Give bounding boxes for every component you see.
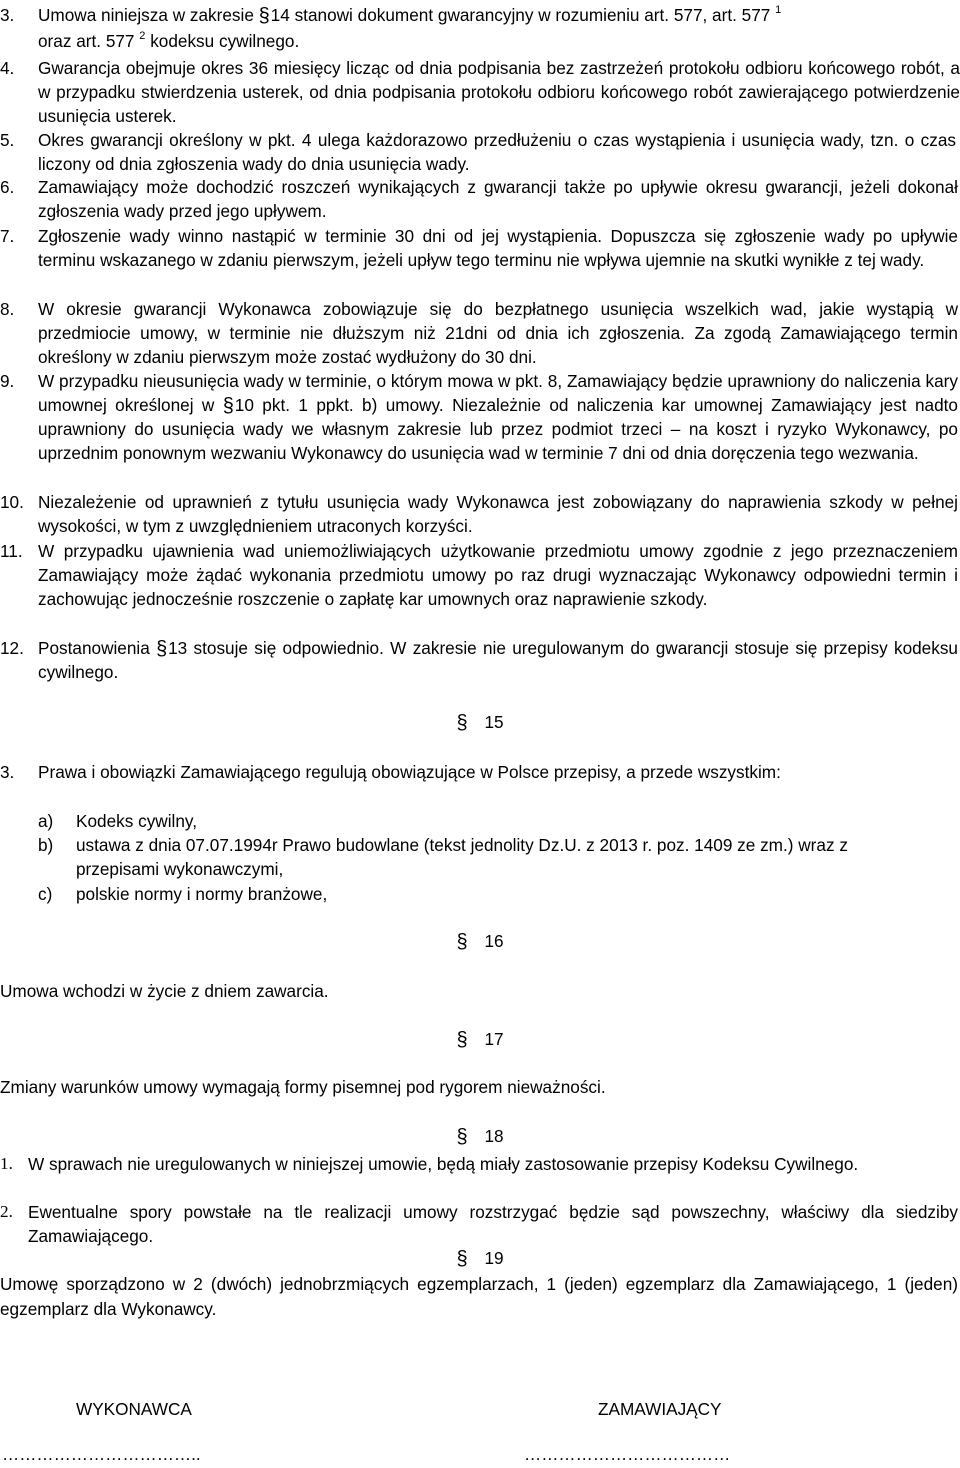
item-text: W przypadku ujawnienia wad uniemożliwiających użytkowanie przedmiotu umowy zgodnie z jego przeznaczeniem Zamawiający może żądać wykonania przedmiotu umowy po raz drugi wyznaczając Wykonawcy odpowiedni termin i zachowując jednocześnie roszczenie o zapłatę kar umownych oraz naprawienie szkody. xyxy=(38,541,958,609)
item-number: 9. xyxy=(0,371,15,391)
subitem-text: polskie normy i normy branżowe, xyxy=(76,884,328,904)
item-number: 5. xyxy=(0,130,15,150)
signature-label-employer: ZAMAWIAJĄCY xyxy=(598,1399,722,1419)
item-number: 1. xyxy=(0,1154,13,1173)
paragraph-sign-icon xyxy=(456,933,466,953)
paragraph-sign-icon xyxy=(456,714,466,734)
item-text: W przypadku nieusunięcia wady w terminie, o którym mowa w pkt. 8, Zamawiający będzie uprawniony do naliczenia kary umownej określonej w § 10 pkt. 1 ppkt. b) umowy. Niezależnie od naliczenia kar umownej Zamawiający jest nadto uprawniony do usunięcia wady we własnym zakresie lub przez podmiot trzeci – na koszt i ryzyko Wykonawcy, po uprzednim ponownym wezwaniu Wykonawcy do usunięcia wad w terminie 7 dni od dnia doręczenia tego wezwania. xyxy=(38,369,958,465)
signature-line-employer: ……………………………… xyxy=(524,1444,731,1464)
paragraph-sign-icon xyxy=(456,1128,466,1148)
subitem-text: ustawa z dnia 07.07.1994r Prawo budowlane (tekst jednolity Dz.U. z 2013 r. poz. 1409 ze zm.) wraz z przepisami wykonawczymi, xyxy=(76,835,848,879)
section-heading-16: §16 xyxy=(440,929,520,953)
superscript: 2 xyxy=(139,30,146,42)
item-number: 7. xyxy=(0,226,15,246)
item-number: 2. xyxy=(0,1202,13,1221)
paragraph-sign-icon xyxy=(456,1250,466,1270)
subitem-letter: c) xyxy=(38,884,53,904)
signature-label-contractor: WYKONAWCA xyxy=(76,1399,192,1419)
item-number: 3. xyxy=(0,5,15,25)
item-text: Postanowienia § 13 stosuje się odpowiednio. W zakresie nie uregulowanym do gwarancji stosuje się przepisy kodeksu cywilnego. xyxy=(38,636,958,684)
section-19-text: Umowę sporządzono w 2 (dwóch) jednobrzmiących egzemplarzach, 1 (jeden) egzemplarz dla Zamawiającego, 1 (jeden) egzemplarz dla Wykonawcy. xyxy=(0,1274,958,1319)
paragraph-sign-icon xyxy=(259,7,269,27)
section-17-text: Zmiany warunków umowy wymagają formy pisemnej pod rygorem nieważności. xyxy=(0,1077,606,1097)
subitem-letter: b) xyxy=(38,835,54,855)
item-text: Okres gwarancji określony w pkt. 4 ulega każdorazowo przedłużeniu o czas wystąpienia i usunięcia wady, tzn. o czas liczony od dnia zgłoszenia wady do dnia usunięcia wady. xyxy=(38,130,956,174)
section-heading-19: §19 xyxy=(440,1246,520,1270)
item-text: W sprawach nie uregulowanych w niniejszej umowie, będą miały zastosowanie przepisy Kodeksu Cywilnego. xyxy=(28,1154,859,1174)
paragraph-sign-icon xyxy=(456,1031,466,1051)
superscript: 1 xyxy=(775,4,782,16)
signature-line-contractor: …………………………….. xyxy=(2,1444,201,1464)
item-text: Niezależenie od uprawnień z tytułu usunięcia wady Wykonawca jest zobowiązany do naprawienia szkody w pełnej wysokości, w tym z uwzględnieniem utraconych korzyści. xyxy=(38,492,958,536)
paragraph-sign-icon xyxy=(223,397,233,417)
item-text: Prawa i obowiązki Zamawiającego regulują obowiązujące w Polsce przepisy, a przede wszystkim: xyxy=(38,762,781,782)
item-text: Zgłoszenie wady winno nastąpić w terminie 30 dni od jej wystąpienia. Dopuszcza się zgłoszenie wady po upływie terminu wskazanego w zdaniu pierwszym, jeżeli upływ tego terminu nie wpływa ujemnie na skutki wynikłe z tej wady. xyxy=(38,226,958,270)
item-text: Gwarancja obejmuje okres 36 miesięcy licząc od dnia podpisania bez zastrzeżeń protokołu odbioru końcowego robót, a w przypadku stwierdzenia usterek, od dnia podpisania protokołu odbioru końcowego robót zawierającego potwierdzenie usunięcia usterek. xyxy=(38,58,960,126)
paragraph-sign-icon xyxy=(156,640,166,660)
section-heading-18: §18 xyxy=(440,1124,520,1148)
item-text: Zamawiający może dochodzić roszczeń wynikających z gwarancji także po upływie okresu gwarancji, jeżeli dokonał zgłoszenia wady przed jego upływem. xyxy=(38,177,958,221)
section-heading-15: §15 xyxy=(440,710,520,734)
item-number: 6. xyxy=(0,177,15,197)
item-text: Ewentualne spory powstałe na tle realizacji umowy rozstrzygać będzie sąd powszechny, właściwy dla siedziby Zamawiającego. xyxy=(28,1202,958,1246)
item-number: 12. xyxy=(0,638,24,658)
subitem-letter: a) xyxy=(38,811,54,831)
item-number: 11. xyxy=(0,541,23,561)
item-number: 10. xyxy=(0,492,24,512)
item-number: 3. xyxy=(0,762,15,782)
item-number: 8. xyxy=(0,299,15,319)
subitem-text: Kodeks cywilny, xyxy=(76,811,197,831)
section-heading-17: §17 xyxy=(440,1027,520,1051)
item-text: W okresie gwarancji Wykonawca zobowiązuje się do bezpłatnego usunięcia wszelkich wad, jakie wystąpią w przedmiocie umowy, w terminie nie dłuższym niż 21dni od dnia ich zgłoszenia. Za zgodą Zamawiającego termin określony w zdaniu pierwszym może zostać wydłużony do 30 dni. xyxy=(38,299,958,367)
item-number: 4. xyxy=(0,58,15,78)
section-16-text: Umowa wchodzi w życie z dniem zawarcia. xyxy=(0,981,329,1001)
